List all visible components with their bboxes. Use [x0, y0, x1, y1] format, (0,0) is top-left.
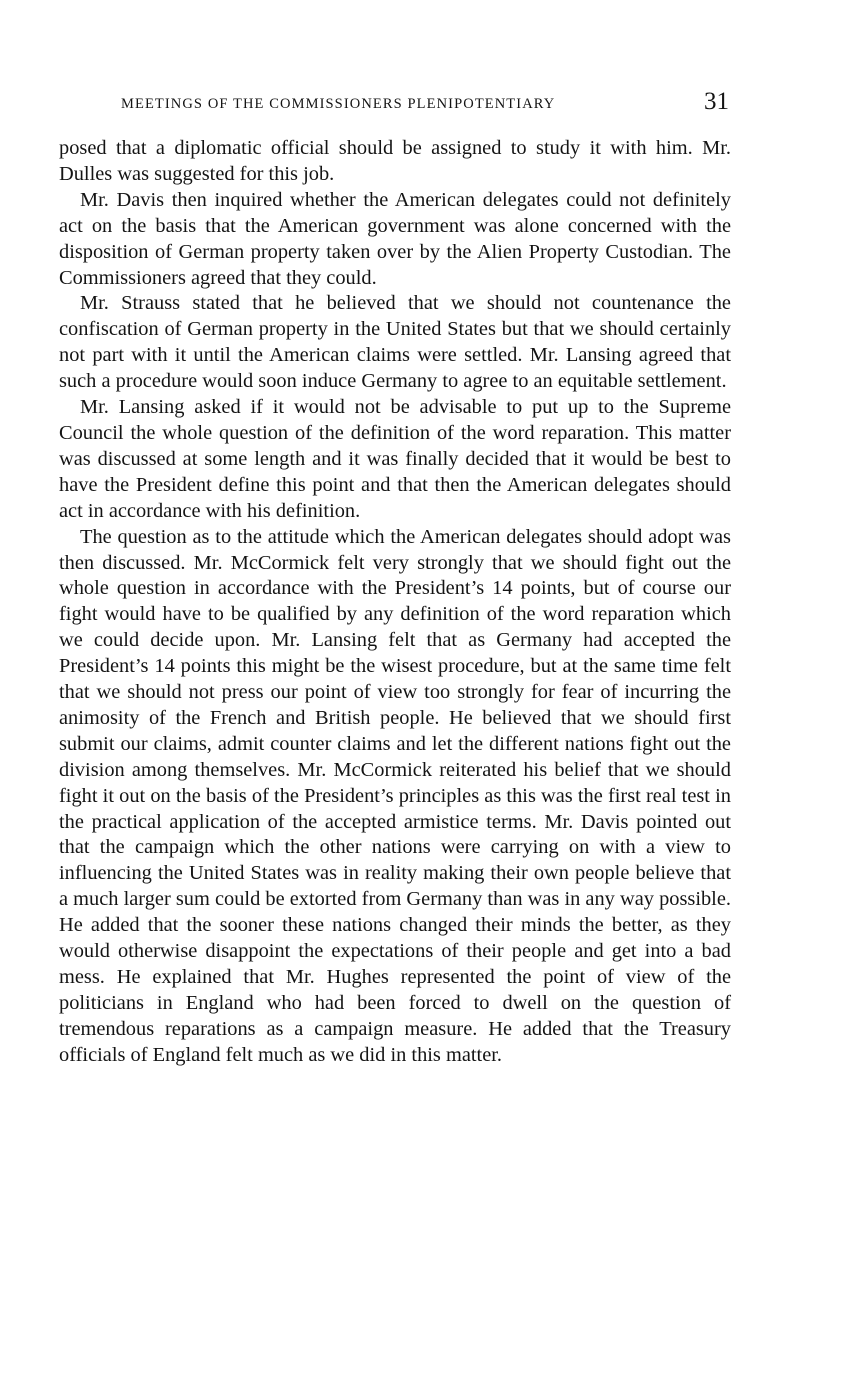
- paragraph-reparation-definition: Mr. Lansing asked if it would not be advisable to put up to the Supreme Council the whole question of the definition of the word reparation. This matter was discussed at some length and it was finally decided that it would be best to have the President define this point and that then the American delegates should act in accordance with his definition.: [59, 396, 731, 522]
- paragraph-delegate-attitude: The question as to the attitude which the American delegates should adopt was then discussed. Mr. McCormick felt very strongly that we should fight out the whole question in accordance with the President’s 14 points, but of course our fight would have to be qualified by any definition of the word reparation which we could decide upon. Mr. Lansing felt that as Germany had accepted the President’s 14 points this might be the wisest procedure, but at the same time felt that we should not press our point of view too strongly for fear of incurring the animosity of the French and British people. He believed that we should first submit our claims, admit counter claims and let the different nations fight out the division among themselves. Mr. McCormick reiterated his belief that we should fight it out on the basis of the President’s principles as this was the first real test in the practical application of the accepted armistice terms. Mr. Davis pointed out that the campaign which the other nations were carrying on with a view to influencing the United States was in reality making their own people believe that a much larger sum could be extorted from Germany than was in any way possible. He added that the sooner these nations changed their minds the better, as they would otherwise disappoint the expectations of their people and get into a bad mess. He explained that Mr. Hughes represented the point of view of the politicians in England who had been forced to dwell on the question of tremendous reparations as a campaign measure. He added that the Treasury officials of England felt much as we did in this matter.: [59, 525, 731, 1066]
- running-title: MEETINGS OF THE COMMISSIONERS PLENIPOTENTIARY: [121, 96, 556, 112]
- book-page: [59, 88, 731, 1069]
- paragraph-alien-property: Mr. Davis then inquired whether the American delegates could not definitely act on the basis that the American government was alone concerned with the disposition of German property taken over by the Alien Property Custodian. The Commissioners agreed that they could.: [59, 188, 731, 289]
- page-number: 31: [704, 88, 729, 115]
- paragraph-continuation: posed that a diplomatic official should be assigned to study it with him. Mr. Dulles was suggested for this job.: [59, 137, 731, 185]
- paragraph-confiscation: Mr. Strauss stated that he believed that we should not countenance the confiscation of German property in the United States but that we should certainly not part with it until the American claims were settled. Mr. Lansing agreed that such a procedure would soon induce Germany to agree to an equitable settlement.: [59, 292, 731, 393]
- running-head: [59, 88, 731, 122]
- body-text: [59, 136, 731, 1069]
